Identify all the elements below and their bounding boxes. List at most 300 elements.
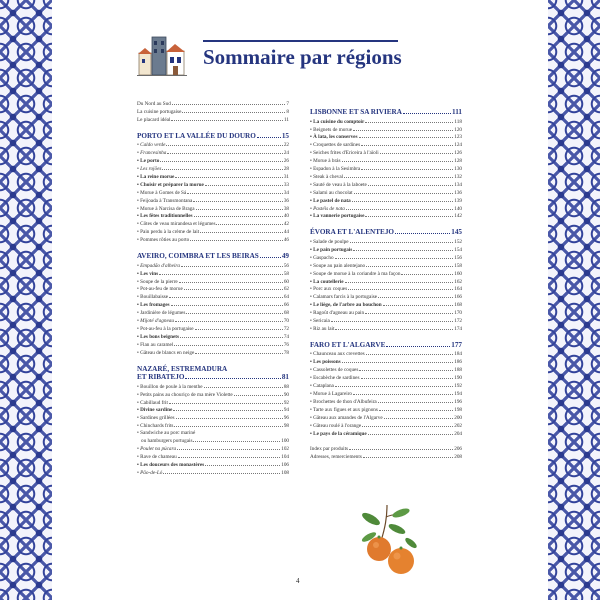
toc-entry	[310, 382, 462, 390]
region-section	[137, 365, 289, 477]
toc-entry	[137, 262, 289, 270]
toc-entry	[137, 301, 289, 309]
region-title-page: 81	[281, 373, 289, 382]
toc-entry	[310, 165, 462, 173]
toc-entry-page: 168	[454, 302, 462, 309]
dot-leader	[361, 165, 453, 170]
toc-entry	[310, 254, 462, 262]
dot-leader	[335, 382, 453, 387]
dot-leader	[195, 349, 283, 354]
toc-entry-label: • Chinchards frits	[137, 423, 173, 430]
region-title-page: 15	[281, 131, 289, 140]
dot-leader	[205, 181, 283, 186]
dot-leader	[174, 341, 283, 346]
toc-entry	[137, 149, 289, 157]
toc-entry-label: Index par produits	[310, 446, 349, 453]
toc-entry-label: • Tarte aux figues et aux pignons	[310, 407, 378, 414]
dot-leader	[193, 197, 283, 202]
azulejo-border-right	[548, 0, 600, 600]
dot-leader	[361, 374, 454, 379]
dot-leader	[384, 414, 454, 419]
toc-entry-label: • Poulet na púcara	[137, 446, 176, 453]
toc-entry-page: 94	[283, 407, 289, 414]
toc-entry-page: 26	[283, 158, 289, 165]
dot-leader	[179, 278, 283, 283]
toc-entry	[137, 422, 289, 430]
toc-entry-label: • Pastéis de nata	[310, 206, 345, 213]
toc-entry-page: 126	[454, 150, 462, 157]
toc-entry	[137, 141, 289, 149]
dot-leader	[353, 390, 453, 395]
toc-entry-label: • Côtes de veau mirandesa et légumes	[137, 221, 215, 228]
toc-entry	[310, 422, 462, 430]
dot-leader	[345, 278, 454, 283]
toc-entry-page: 166	[454, 294, 462, 301]
dot-leader	[403, 108, 451, 114]
dot-leader	[359, 133, 454, 138]
toc-entry	[137, 325, 289, 333]
toc-entry-page: 78	[283, 349, 289, 356]
region-section	[310, 341, 462, 438]
toc-entry-page: 38	[283, 205, 289, 212]
region-title-text: PORTO ET LA VALLÉE DU DOURO	[137, 131, 256, 140]
toc-entry-page: 164	[454, 286, 462, 293]
toc-entry	[137, 414, 289, 422]
toc-entry-page: 8	[286, 108, 289, 115]
toc-entry-label: • Les poissons	[310, 359, 341, 366]
toc-entry-label: • Sericaia	[310, 318, 330, 325]
toc-entry	[310, 366, 462, 374]
toc-entry-label: • La coutellerie	[310, 279, 344, 286]
dot-leader	[187, 189, 283, 194]
toc-entry-page: 34	[283, 189, 289, 196]
dot-leader	[175, 317, 283, 322]
toc-entry	[137, 228, 289, 236]
toc-entry-page: 170	[454, 310, 462, 317]
toc-entry	[137, 270, 289, 278]
toc-entry-page: 184	[454, 351, 462, 358]
dot-leader	[171, 301, 283, 306]
toc-entry-page: 98	[283, 423, 289, 430]
dot-leader	[380, 149, 454, 154]
toc-entry-label: • Morue à Gomes de Sá	[137, 190, 186, 197]
toc-entry-page: 74	[283, 333, 289, 340]
toc-entry	[310, 398, 462, 406]
toc-entry-page: 92	[283, 399, 289, 406]
toc-entry-label: • Pão-de-Ló	[137, 470, 162, 477]
toc-entry-label: • Divine sardine	[137, 407, 172, 414]
toc-entry-page: 36	[283, 197, 289, 204]
toc-entry	[137, 317, 289, 325]
toc-entry	[137, 453, 289, 461]
title-rule	[203, 40, 398, 42]
toc-entry-label: • Morue à Narcisa de Braga	[137, 206, 195, 213]
toc-entry-label: • Gâteau roulé à l'orange	[310, 423, 361, 430]
toc-entry-label: • Les fêtes traditionnelles	[137, 213, 193, 220]
toc-entry-label: Du Nord au Sud	[137, 101, 171, 107]
toc-entry-page: 66	[283, 302, 289, 309]
toc-entry-label: • Soupe de morue à la coriandre à ma façon	[310, 271, 400, 278]
toc-entry-label: • Cataplana	[310, 383, 334, 390]
toc-entry	[137, 469, 289, 477]
page-title: Sommaire par régions	[203, 45, 402, 69]
toc-entry-page: 154	[454, 246, 462, 253]
toc-entry	[137, 293, 289, 301]
toc-entry-label: • Mijoté d'agneau	[137, 318, 174, 325]
dot-leader	[353, 126, 453, 131]
dot-leader	[359, 366, 453, 371]
dot-leader	[395, 228, 450, 234]
toc-entry	[310, 285, 462, 293]
dot-leader	[175, 173, 282, 178]
toc-entry-page: 46	[283, 237, 289, 244]
region-title	[310, 228, 462, 237]
dot-leader	[335, 254, 454, 259]
toc-entry	[310, 149, 462, 157]
toc-entry-label: • La reine morue	[137, 174, 174, 181]
toc-entry	[310, 406, 462, 414]
region-title-text: FARO ET L'ALGARVE	[310, 340, 386, 349]
dot-leader	[346, 205, 453, 210]
toc-entry-page: 58	[283, 270, 289, 277]
dot-leader	[177, 445, 280, 450]
page-number: 4	[296, 577, 300, 585]
toc-entry-label: • Morue à brás	[310, 158, 341, 165]
toc-entry-page: 56	[283, 262, 289, 269]
dot-leader	[181, 262, 283, 267]
region-title-page: 177	[451, 340, 462, 349]
toc-entry-label: • Les fromages	[137, 302, 170, 309]
dot-leader	[173, 406, 283, 411]
toc-entry-page: 152	[454, 238, 462, 245]
toc-entry-label: • Le pastel de nata	[310, 198, 351, 205]
toc-entry	[137, 173, 289, 181]
toc-appendix	[310, 445, 462, 461]
toc-entry-page: 70	[283, 318, 289, 325]
toc-entry	[137, 430, 289, 437]
toc-entry-page: 100	[281, 438, 289, 445]
toc-entry-label: • Pot-au-feu à la portugaise	[137, 326, 194, 333]
dot-leader	[368, 430, 453, 435]
toc-entry-page: 208	[454, 454, 462, 461]
toc-entry	[137, 181, 289, 189]
toc-entry-label: • Pain perdu à la crème de lait	[137, 229, 199, 236]
dot-leader	[193, 437, 280, 442]
toc-entry-label: • Sardines grillées	[137, 415, 175, 422]
dot-leader	[386, 341, 450, 347]
toc-entry-page: 200	[454, 414, 462, 421]
toc-entry-page: 120	[454, 126, 462, 133]
region-title-page: 145	[451, 228, 462, 237]
region-title-text: ET RIBATEJO	[137, 373, 185, 382]
toc-entry-label: ou hamburgers portugais	[141, 438, 193, 445]
region-title-page: 49	[281, 252, 289, 261]
toc-entry-label: • Les bons beignets	[137, 334, 179, 341]
toc-entry-label: • Soupe de la pierre	[137, 279, 178, 286]
dot-leader	[352, 197, 453, 202]
dot-leader	[349, 445, 453, 450]
toc-entry-label: • Gâteau aux amandes de l'Algarve	[310, 415, 383, 422]
orange-branch-illustration	[357, 503, 419, 578]
toc-entry-page: 106	[281, 461, 289, 468]
toc-entry	[310, 126, 462, 134]
toc-entry-page: 158	[454, 262, 462, 269]
region-title-text: ÉVORA ET L'ALENTEJO	[310, 228, 394, 237]
toc-entry	[137, 406, 289, 414]
toc-entry-label: • Empadão d'alheira	[137, 263, 180, 270]
dot-leader	[362, 422, 453, 427]
toc-entry-page: 194	[454, 390, 462, 397]
dot-leader	[186, 309, 282, 314]
dot-leader	[160, 157, 283, 162]
dot-leader	[378, 293, 453, 298]
toc-entry	[137, 309, 289, 317]
dot-leader	[196, 205, 283, 210]
dot-leader	[378, 398, 453, 403]
toc-entry	[310, 445, 462, 453]
toc-entry-label: • Morue à Lagareiro	[310, 391, 352, 398]
dot-leader	[365, 309, 453, 314]
toc-entry-page: 192	[454, 383, 462, 390]
toc-entry-page: 156	[454, 254, 462, 261]
toc-entry	[137, 165, 289, 173]
dot-leader	[342, 157, 454, 162]
dot-leader	[216, 220, 282, 225]
toc-entry-label: • Caldo verde	[137, 142, 165, 149]
dot-leader	[195, 325, 283, 330]
toc-entry-label: • Cassolettes de coques	[310, 367, 358, 374]
region-title-text: NAZARÉ, ESTREMADURA	[137, 364, 228, 373]
dot-leader	[361, 141, 453, 146]
toc-entry	[137, 437, 289, 445]
toc-entry-label: • Jardinière de légumes	[137, 310, 185, 317]
dot-leader	[260, 252, 281, 258]
toc-entry-page: 28	[283, 166, 289, 173]
toc-entry-label: • Francesinha	[137, 150, 166, 157]
dot-leader	[182, 108, 285, 113]
toc-entry-label: • Bouillabaisse	[137, 294, 168, 301]
dot-leader	[180, 333, 283, 338]
toc-entry-label: • À lata, les conserves	[310, 134, 358, 141]
toc-entry-page: 40	[283, 213, 289, 220]
toc-entry	[137, 278, 289, 286]
toc-entry	[137, 341, 289, 349]
toc-entry-page: 60	[283, 278, 289, 285]
region-title-text: LISBONNE ET SA RIVIERA	[310, 108, 402, 116]
dot-leader	[350, 238, 454, 243]
toc-entry-page: 64	[283, 294, 289, 301]
toc-entry	[310, 317, 462, 325]
toc-entry-label: • Croquettes de sardines	[310, 142, 360, 149]
dot-leader	[194, 212, 283, 217]
toc-entry-page: 160	[454, 270, 462, 277]
region-section	[137, 252, 289, 356]
region-title	[310, 108, 462, 117]
toc-entry-page: 142	[454, 213, 462, 220]
toc-entry	[137, 116, 289, 124]
toc-entry	[137, 100, 289, 108]
toc-entry-page: 24	[283, 150, 289, 157]
toc-entry	[310, 118, 462, 126]
dot-leader	[169, 399, 283, 404]
toc-entry-page: 136	[454, 189, 462, 196]
dot-leader	[348, 285, 453, 290]
toc-entry-page: 7	[286, 101, 289, 107]
toc-entry-label: • Le porto	[137, 158, 159, 165]
toc-entry	[310, 278, 462, 286]
toc-entry	[137, 157, 289, 165]
toc-entry-label: • Riz au lait	[310, 326, 334, 333]
toc-entry	[137, 333, 289, 341]
toc-entry-label: • Choisir et préparer la morue	[137, 182, 204, 189]
dot-leader	[401, 270, 453, 275]
toc-entry-page: 174	[454, 325, 462, 332]
toc-entry	[310, 309, 462, 317]
toc-entry	[137, 461, 289, 469]
dot-leader	[363, 453, 453, 458]
toc-entry	[137, 349, 289, 357]
toc-entry-label: • Pommes rôties au porto	[137, 237, 189, 244]
toc-entry-label: • Salami au chocolat	[310, 190, 353, 197]
dot-leader	[174, 422, 282, 427]
dot-leader	[172, 100, 286, 105]
toc-entry-label: • La vannerie portugaise	[310, 213, 364, 220]
toc-entry-label: • Le pain portugais	[310, 247, 352, 254]
toc-entry-page: 206	[454, 446, 462, 453]
toc-entry-label: • Porc aux coques	[310, 286, 347, 293]
dot-leader	[383, 301, 454, 306]
dot-leader	[167, 149, 282, 154]
toc-entry-page: 102	[281, 446, 289, 452]
toc-entry	[137, 383, 289, 391]
dot-leader	[365, 212, 453, 217]
toc-entry-page: 140	[454, 205, 462, 212]
toc-entry-label: • Seiches frites d'Ericeira à l'aïoli	[310, 150, 379, 157]
toc-entry-label: • Flan au caramel	[137, 342, 173, 349]
toc-entry-page: 62	[283, 286, 289, 293]
toc-column-right	[310, 100, 462, 461]
toc-entry-page: 118	[454, 118, 462, 125]
toc-entry	[137, 205, 289, 213]
toc-entry	[310, 212, 462, 220]
toc-entry-label: • Les vins	[137, 271, 158, 278]
dot-leader	[234, 391, 283, 396]
dot-leader	[176, 414, 283, 419]
toc-entry	[310, 390, 462, 398]
toc-entry-page: 198	[454, 406, 462, 413]
toc-entry	[137, 445, 289, 453]
toc-entry	[137, 108, 289, 116]
toc-entry-label: • Soupe au pain alentejano	[310, 263, 365, 270]
region-title-text: AVEIRO, COIMBRA ET LES BEIRAS	[137, 252, 259, 261]
dot-leader	[344, 173, 453, 178]
toc-entry	[310, 301, 462, 309]
toc-entry-label: • Feijoada à Transmontana	[137, 198, 192, 205]
toc-entry-page: 132	[454, 173, 462, 180]
dot-leader	[163, 469, 280, 474]
dot-leader	[331, 317, 453, 322]
toc-entry-page: 31	[283, 173, 289, 180]
toc-entry-page: 33	[283, 181, 289, 188]
toc-entry	[310, 133, 462, 141]
toc-entry-page: 188	[454, 367, 462, 374]
toc-column-left	[137, 100, 289, 477]
region-section	[310, 228, 462, 332]
dot-leader	[342, 358, 454, 363]
dot-leader	[178, 453, 281, 458]
toc-entry-label: La cuisine portugaise	[137, 108, 182, 115]
toc-entry	[310, 293, 462, 301]
toc-entry-page: 90	[283, 391, 289, 398]
region-section	[310, 108, 462, 220]
toc-entry	[310, 181, 462, 189]
dot-leader	[205, 461, 280, 466]
region-title	[137, 252, 289, 261]
toc-entry	[310, 374, 462, 382]
toc-entry-page: 44	[283, 229, 289, 236]
toc-entry	[137, 285, 289, 293]
toc-entry-page: 186	[454, 359, 462, 366]
toc-entry-page: 130	[454, 166, 462, 173]
toc-entry	[310, 430, 462, 438]
dot-leader	[166, 141, 282, 146]
toc-entry-page: 96	[283, 415, 289, 422]
toc-entry-label: • Sauté de veau à la laboete	[310, 182, 367, 189]
toc-entry-page: 72	[283, 325, 289, 332]
town-buildings-icon	[137, 35, 187, 77]
dot-leader	[365, 118, 453, 123]
toc-entry	[137, 197, 289, 205]
toc-entry	[310, 453, 462, 461]
toc-entry	[310, 414, 462, 422]
toc-entry-page: 22	[283, 142, 289, 149]
toc-entry-label: • Brochettes de thon d'Albufeira	[310, 399, 377, 406]
toc-entry-label: • Bouillon de poule à la menthe	[137, 384, 203, 391]
region-title	[310, 341, 462, 350]
toc-entry-page: 68	[283, 310, 289, 317]
toc-entry	[137, 236, 289, 244]
toc-entry	[310, 262, 462, 270]
toc-entry-label: • Salade de poulpe	[310, 239, 349, 246]
toc-entry-page: 76	[283, 341, 289, 348]
toc-entry-label: • Calamars farcis à la portugaise	[310, 294, 377, 301]
toc-entry	[137, 189, 289, 197]
toc-entry	[310, 157, 462, 165]
toc-entry-label: • Le liège, de l'arbre au bouchon	[310, 302, 382, 309]
dot-leader	[366, 262, 453, 267]
dot-leader	[162, 165, 282, 170]
azulejo-border-left	[0, 0, 52, 600]
toc-entry	[310, 358, 462, 366]
toc-entry-label: • Le pays de la céramique	[310, 431, 367, 438]
region-title	[137, 365, 289, 382]
toc-entry	[310, 238, 462, 246]
dot-leader	[354, 189, 454, 194]
toc-entry	[310, 141, 462, 149]
toc-entry-label: • Ragoût d'agneau au pain	[310, 310, 364, 317]
toc-entry-label: • Sandwiche au porc mariné	[137, 430, 195, 437]
dot-leader	[379, 406, 453, 411]
toc-entry-label: • Pot-au-feu de morue	[137, 286, 183, 293]
dot-leader	[190, 236, 283, 241]
dot-leader	[171, 116, 283, 121]
dot-leader	[169, 293, 283, 298]
toc-entry-page: 11	[284, 116, 289, 123]
toc-entry-page: 134	[454, 181, 462, 188]
region-title	[137, 132, 289, 141]
toc-entry	[137, 399, 289, 407]
toc-entry-page: 202	[454, 422, 462, 429]
